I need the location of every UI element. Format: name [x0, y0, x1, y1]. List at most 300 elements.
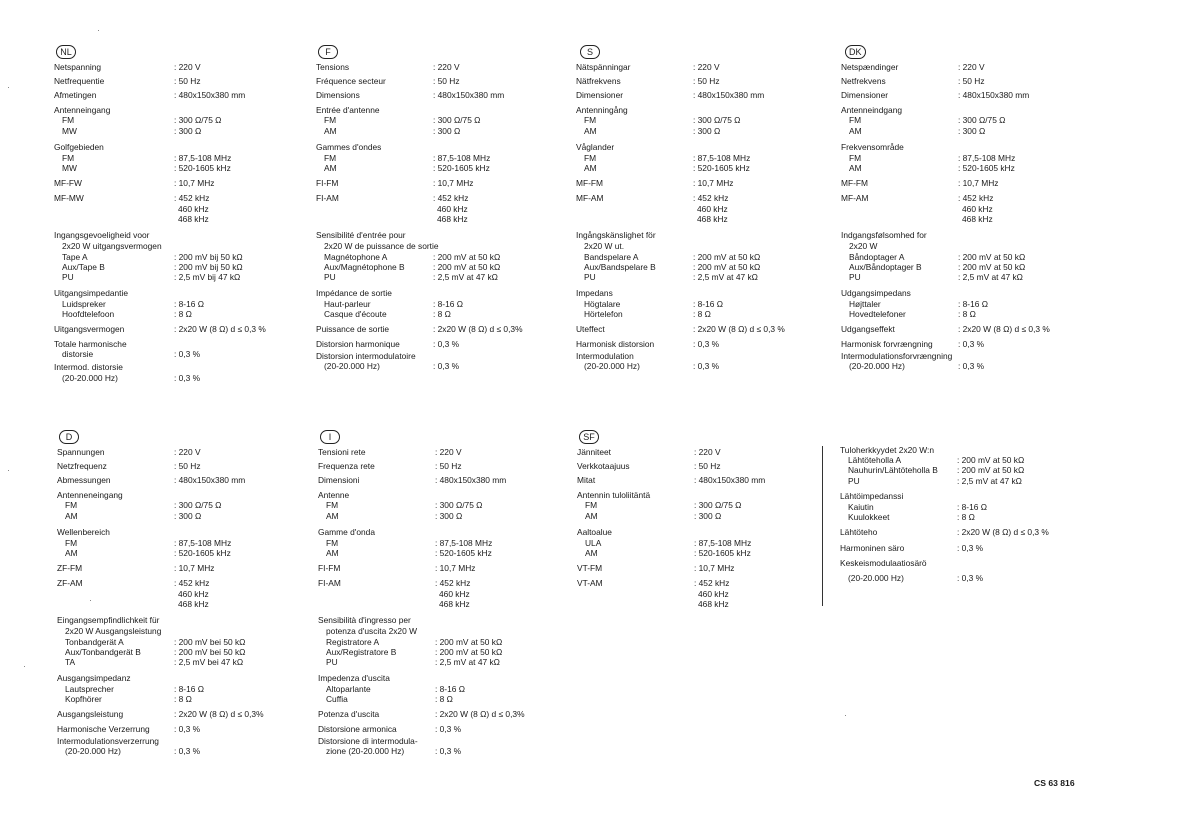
- spec-row: [57, 695, 307, 706]
- spec-value: : 2,5 mV at 47 kΩ: [433, 272, 498, 282]
- spec-label: MF-MW: [54, 193, 84, 203]
- spec-row: [57, 476, 307, 487]
- spec-label: Casque d'écoute: [324, 309, 387, 319]
- scan-speck: [845, 715, 846, 716]
- spec-value: : 520-1605 kHz: [435, 548, 492, 558]
- spec-label: VT-FM: [577, 563, 603, 573]
- spec-row: [841, 127, 1091, 138]
- section-dk: [841, 45, 1091, 390]
- spec-label: Altoparlante: [326, 684, 371, 694]
- spec-label: AM: [849, 126, 862, 136]
- spec-value: : 220 V: [174, 447, 201, 457]
- spec-label: FI-AM: [316, 193, 339, 203]
- spec-label: Uteffect: [576, 324, 605, 334]
- spec-row: [576, 325, 826, 336]
- spec-value: : 0,3 %: [693, 339, 720, 349]
- spec-value: : 8-16 Ω: [433, 299, 464, 309]
- spec-value: 460 kHz: [698, 589, 729, 599]
- spec-row: [841, 77, 1091, 88]
- spec-label: AM: [584, 126, 597, 136]
- spec-value: : 2,5 mV at 47 kΩ: [958, 272, 1023, 282]
- spec-row: [54, 374, 304, 385]
- spec-value: : 87,5-108 MHz: [694, 538, 752, 548]
- spec-label: Afmetingen: [54, 90, 97, 100]
- spec-value: : 300 Ω/75 Ω: [435, 500, 483, 510]
- spec-value: : 520-1605 kHz: [174, 548, 231, 558]
- spec-value: : 50 Hz: [958, 76, 985, 86]
- spec-label: Entrée d'antenne: [316, 105, 380, 115]
- section-nl: [54, 45, 304, 390]
- spec-label: Netfrekvens: [841, 76, 886, 86]
- spec-label: (20-20.000 Hz): [65, 746, 121, 756]
- spec-value: : 200 mV at 50 kΩ: [957, 455, 1025, 465]
- spec-value: : 220 V: [435, 447, 462, 457]
- spec-label: Lähtöteholla A: [848, 455, 902, 465]
- spec-label: Harmonisk forvrængning: [841, 339, 933, 349]
- spec-label: 2x20 W uitgangsvermogen: [62, 241, 162, 251]
- spec-row: [318, 747, 568, 758]
- spec-label: Distorsione armonica: [318, 724, 397, 734]
- spec-row: [576, 179, 826, 190]
- spec-row: [57, 658, 307, 669]
- spec-value: : 8 Ω: [433, 309, 451, 319]
- spec-value: : 220 V: [693, 62, 720, 72]
- spec-value: : 200 mV bei 50 kΩ: [174, 647, 246, 657]
- spec-row: [57, 747, 307, 758]
- spec-label: AM: [65, 511, 78, 521]
- spec-label: TA: [65, 657, 76, 667]
- spec-value: : 452 kHz: [694, 578, 730, 588]
- language-badge-nl: NL: [56, 45, 76, 59]
- spec-row: [576, 127, 826, 138]
- spec-value: : 0,3 %: [174, 349, 201, 359]
- spec-label: Abmessungen: [57, 475, 111, 485]
- spec-value: : 480x150x380 mm: [694, 475, 766, 485]
- spec-label: Fréquence secteur: [316, 76, 386, 86]
- spec-value: : 300 Ω: [433, 126, 461, 136]
- spec-row: [841, 231, 1091, 242]
- spec-value: 468 kHz: [697, 214, 728, 224]
- spec-label: MF-AM: [576, 193, 604, 203]
- spec-value: : 87,5-108 MHz: [174, 538, 232, 548]
- spec-value: : 200 mV at 50 kΩ: [693, 262, 761, 272]
- spec-label: PU: [326, 657, 338, 667]
- spec-label: Intermodulationsverzerrung: [57, 736, 159, 746]
- spec-label: Uitgangsvermogen: [54, 324, 125, 334]
- spec-label: MW: [62, 163, 77, 173]
- spec-label: FM: [849, 115, 862, 125]
- spec-label: Kaiutin: [848, 502, 874, 512]
- spec-label: FM: [584, 115, 597, 125]
- spec-value: : 200 mV at 50 kΩ: [435, 647, 503, 657]
- spec-value: : 300 Ω: [693, 126, 721, 136]
- spec-label: Netfrequentie: [54, 76, 105, 86]
- spec-row: [577, 476, 827, 487]
- spec-value: : 0,3 %: [435, 746, 462, 756]
- spec-label: Tuloherkkyydet 2x20 W:n: [840, 445, 935, 455]
- spec-row: [841, 215, 1091, 226]
- spec-label: AM: [585, 511, 598, 521]
- spec-value: : 8 Ω: [174, 309, 192, 319]
- spec-row: [577, 512, 827, 523]
- spec-row: [318, 476, 568, 487]
- spec-label: AM: [849, 163, 862, 173]
- spec-value: : 10,7 MHz: [435, 563, 476, 573]
- spec-label: Lautsprecher: [65, 684, 114, 694]
- spec-label: Uitgangsimpedantie: [54, 288, 129, 298]
- spec-value: : 520-1605 kHz: [174, 163, 231, 173]
- spec-value: : 220 V: [694, 447, 721, 457]
- spec-value: : 200 mV at 50 kΩ: [433, 262, 501, 272]
- spec-value: : 8 Ω: [957, 512, 975, 522]
- spec-row: [316, 362, 566, 373]
- spec-label: FM: [62, 153, 75, 163]
- spec-row: [54, 63, 304, 74]
- spec-label: Verkkotaajuus: [577, 461, 630, 471]
- spec-row: [318, 448, 568, 459]
- spec-row: [841, 362, 1091, 373]
- spec-label: FM: [324, 115, 337, 125]
- spec-label: Sensibilité d'entrée pour: [316, 230, 406, 240]
- spec-value: : 10,7 MHz: [958, 178, 999, 188]
- spec-label: Ausgangsleistung: [57, 709, 124, 719]
- spec-label: PU: [62, 272, 74, 282]
- spec-label: ULA: [585, 538, 602, 548]
- spec-label: FM: [62, 115, 75, 125]
- spec-value: : 452 kHz: [174, 193, 210, 203]
- spec-value: : 2x20 W (8 Ω) d ≤ 0,3 %: [174, 324, 266, 334]
- spec-value: : 2,5 mV at 47 kΩ: [957, 476, 1022, 486]
- spec-value: : 2,5 mV at 47 kΩ: [435, 657, 500, 667]
- spec-label: Intermod. distorsie: [54, 362, 123, 372]
- spec-value: : 50 Hz: [433, 76, 460, 86]
- spec-value: : 520-1605 kHz: [693, 163, 750, 173]
- spec-row: [57, 512, 307, 523]
- spec-value: : 2,5 mV bei 47 kΩ: [174, 657, 244, 667]
- spec-row: [54, 179, 304, 190]
- section-i: [318, 430, 568, 770]
- spec-row: [57, 462, 307, 473]
- spec-label: Ausgangsimpedanz: [57, 673, 131, 683]
- spec-label: Nätfrekvens: [576, 76, 621, 86]
- spec-label: Impédance de sortie: [316, 288, 392, 298]
- spec-value: : 87,5-108 MHz: [435, 538, 493, 548]
- spec-label: Lähtöteho: [840, 527, 878, 537]
- spec-value: : 200 mV bij 50 kΩ: [174, 252, 243, 262]
- spec-label: FM: [65, 500, 78, 510]
- spec-value: : 0,3 %: [693, 361, 720, 371]
- spec-value: : 452 kHz: [958, 193, 994, 203]
- spec-row: [57, 564, 307, 575]
- spec-label: Golfgebieden: [54, 142, 104, 152]
- spec-row: [577, 600, 827, 611]
- spec-label: Hoofdtelefoon: [62, 309, 115, 319]
- spec-label: PU: [848, 476, 860, 486]
- spec-label: Kopfhörer: [65, 694, 102, 704]
- spec-label: Antenningång: [576, 105, 628, 115]
- spec-label: Tensioni rete: [318, 447, 366, 457]
- spec-label: Haut-parleur: [324, 299, 371, 309]
- spec-label: AM: [65, 548, 78, 558]
- spec-value: 468 kHz: [962, 214, 993, 224]
- section-f: [316, 45, 566, 390]
- spec-row: [54, 215, 304, 226]
- spec-value: : 200 mV bij 50 kΩ: [174, 262, 243, 272]
- spec-value: : 452 kHz: [693, 193, 729, 203]
- language-badge-dk: DK: [845, 45, 866, 59]
- scan-speck: [98, 30, 99, 31]
- spec-row: [577, 564, 827, 575]
- scan-speck: [24, 666, 25, 667]
- spec-value: : 2x20 W (8 Ω) d ≤ 0,3%: [174, 709, 264, 719]
- spec-value: : 0,3 %: [957, 543, 984, 553]
- spec-value: : 200 mV at 50 kΩ: [958, 252, 1026, 262]
- spec-label: 2x20 W de puissance de sortie: [324, 241, 439, 251]
- spec-row: [841, 164, 1091, 175]
- spec-row: [316, 127, 566, 138]
- spec-label: Udgangsimpedans: [841, 288, 911, 298]
- spec-row: [57, 448, 307, 459]
- spec-value: : 8-16 Ω: [693, 299, 724, 309]
- spec-value: : 480x150x380 mm: [958, 90, 1030, 100]
- spec-value: : 8 Ω: [958, 309, 976, 319]
- spec-value: : 8-16 Ω: [174, 299, 205, 309]
- spec-label: ZF-FM: [57, 563, 83, 573]
- spec-row: [576, 273, 826, 284]
- spec-label: FM: [585, 500, 598, 510]
- spec-row: [841, 91, 1091, 102]
- spec-value: : 480x150x380 mm: [435, 475, 507, 485]
- spec-value: : 200 mV at 50 kΩ: [957, 465, 1025, 475]
- spec-label: Distorsion intermodulatoire: [316, 351, 416, 361]
- scan-speck: [8, 470, 9, 471]
- spec-value: 460 kHz: [178, 589, 209, 599]
- spec-label: AM: [326, 548, 339, 558]
- spec-row: [57, 600, 307, 611]
- spec-row: [841, 310, 1091, 321]
- spec-row: [54, 164, 304, 175]
- spec-label: FM: [326, 500, 339, 510]
- spec-value: : 200 mV at 50 kΩ: [693, 252, 761, 262]
- spec-label: Frequenza rete: [318, 461, 375, 471]
- spec-row: [840, 544, 1090, 555]
- spec-value: : 300 Ω: [174, 511, 202, 521]
- spec-row: [316, 215, 566, 226]
- spec-value: : 50 Hz: [174, 461, 201, 471]
- spec-label: Wellenbereich: [57, 527, 110, 537]
- spec-label: FM: [584, 153, 597, 163]
- spec-label: FI-AM: [318, 578, 341, 588]
- spec-label: Eingangsempfindlichkeit für: [57, 615, 160, 625]
- spec-value: : 50 Hz: [693, 76, 720, 86]
- spec-row: [318, 725, 568, 736]
- spec-row: [316, 63, 566, 74]
- spec-label: zione (20-20.000 Hz): [326, 746, 405, 756]
- spec-value: : 452 kHz: [435, 578, 471, 588]
- spec-value: : 520-1605 kHz: [958, 163, 1015, 173]
- spec-value: : 2x20 W (8 Ω) d ≤ 0,3 %: [693, 324, 785, 334]
- spec-label: Kuulokkeet: [848, 512, 890, 522]
- spec-value: : 300 Ω/75 Ω: [433, 115, 481, 125]
- spec-value: : 2x20 W (8 Ω) d ≤ 0,3%: [433, 324, 523, 334]
- spec-value: : 520-1605 kHz: [694, 548, 751, 558]
- spec-value: : 300 Ω: [958, 126, 986, 136]
- spec-value: : 0,3 %: [958, 339, 985, 349]
- spec-label: Dimensioner: [576, 90, 624, 100]
- spec-row: [316, 91, 566, 102]
- spec-row: [54, 91, 304, 102]
- spec-value: : 2x20 W (8 Ω) d ≤ 0,3 %: [957, 527, 1049, 537]
- spec-row: [57, 710, 307, 721]
- spec-label: 2x20 W ut.: [584, 241, 625, 251]
- spec-label: Båndoptager A: [849, 252, 905, 262]
- spec-label: Hörtelefon: [584, 309, 623, 319]
- spec-label: 2x20 W: [849, 241, 878, 251]
- spec-label: FI-FM: [316, 178, 339, 188]
- spec-row: [576, 91, 826, 102]
- spec-value: : 2x20 W (8 Ω) d ≤ 0,3 %: [958, 324, 1050, 334]
- spec-value: : 10,7 MHz: [433, 178, 474, 188]
- spec-label: AM: [324, 126, 337, 136]
- spec-row: [57, 725, 307, 736]
- spec-label: Antenneneingang: [57, 490, 123, 500]
- spec-value: 460 kHz: [962, 204, 993, 214]
- spec-value: : 50 Hz: [435, 461, 462, 471]
- spec-label: Distorsion harmonique: [316, 339, 400, 349]
- spec-value: : 8-16 Ω: [174, 684, 205, 694]
- spec-label: (20-20.000 Hz): [324, 361, 380, 371]
- spec-label: Högtalare: [584, 299, 621, 309]
- spec-label: Indgangsfølsomhed for: [841, 230, 927, 240]
- spec-label: MF-AM: [841, 193, 869, 203]
- spec-row: [318, 512, 568, 523]
- spec-label: Jänniteet: [577, 447, 611, 457]
- spec-row: [54, 273, 304, 284]
- spec-row: [54, 77, 304, 88]
- spec-row: [57, 549, 307, 560]
- spec-value: : 10,7 MHz: [174, 178, 215, 188]
- spec-row: [54, 325, 304, 336]
- spec-value: 468 kHz: [439, 599, 470, 609]
- spec-label: Sensibilità d'ingresso per: [318, 615, 411, 625]
- spec-label: Udgangseffekt: [841, 324, 895, 334]
- spec-label: ZF-AM: [57, 578, 83, 588]
- spec-value: : 220 V: [958, 62, 985, 72]
- spec-label: FI-FM: [318, 563, 341, 573]
- language-badge-sf: SF: [579, 430, 599, 444]
- spec-label: (20-20.000 Hz): [584, 361, 640, 371]
- spec-value: : 2,5 mV bij 47 kΩ: [174, 272, 241, 282]
- spec-label: Netspanning: [54, 62, 102, 72]
- spec-row: [576, 310, 826, 321]
- spec-label: Gammes d'ondes: [316, 142, 382, 152]
- spec-value: : 200 mV at 50 kΩ: [435, 637, 503, 647]
- spec-row: [316, 273, 566, 284]
- spec-row: [54, 350, 304, 361]
- spec-value: : 0,3 %: [958, 361, 985, 371]
- spec-label: Netzfrequenz: [57, 461, 107, 471]
- spec-label: FM: [849, 153, 862, 163]
- spec-row: [577, 549, 827, 560]
- spec-value: : 0,3 %: [174, 373, 201, 383]
- spec-value: : 8 Ω: [435, 694, 453, 704]
- spec-value: : 50 Hz: [694, 461, 721, 471]
- spec-row: [576, 340, 826, 351]
- spec-label: Aux/Bandspelare B: [584, 262, 656, 272]
- spec-label: PU: [849, 272, 861, 282]
- spec-value: : 200 mV bei 50 kΩ: [174, 637, 246, 647]
- spec-label: AM: [584, 163, 597, 173]
- spec-value: : 300 Ω: [174, 126, 202, 136]
- column-divider-line: [822, 446, 823, 606]
- spec-label: Potenza d'uscita: [318, 709, 380, 719]
- spec-value: : 2,5 mV at 47 kΩ: [693, 272, 758, 282]
- spec-row: [316, 325, 566, 336]
- spec-value: : 220 V: [433, 62, 460, 72]
- spec-label: Intermodulationsforvrængning: [841, 351, 953, 361]
- spec-value: 460 kHz: [178, 204, 209, 214]
- spec-label: Aux/Tonbandgerät B: [65, 647, 141, 657]
- spec-value: : 300 Ω/75 Ω: [693, 115, 741, 125]
- spec-label: Tape A: [62, 252, 88, 262]
- spec-row: [841, 179, 1091, 190]
- document-code: CS 63 816: [1034, 778, 1075, 788]
- spec-value: 468 kHz: [178, 599, 209, 609]
- spec-label: Tonbandgerät A: [65, 637, 124, 647]
- spec-value: : 300 Ω/75 Ω: [174, 500, 222, 510]
- spec-label: MW: [62, 126, 77, 136]
- spec-label: Harmoninen säro: [840, 543, 905, 553]
- spec-row: [318, 462, 568, 473]
- spec-value: : 220 V: [174, 62, 201, 72]
- spec-label: Antenneindgang: [841, 105, 903, 115]
- spec-label: Totale harmonische: [54, 339, 127, 349]
- spec-label: Puissance de sortie: [316, 324, 390, 334]
- spec-label: Aux/Båndoptager B: [849, 262, 922, 272]
- spec-label: Impedenza d'uscita: [318, 673, 390, 683]
- spec-value: : 0,3 %: [174, 746, 201, 756]
- spec-label: MF-FM: [841, 178, 868, 188]
- spec-value: : 480x150x380 mm: [174, 475, 246, 485]
- spec-label: Ingångskänslighet för: [576, 230, 656, 240]
- spec-row: [840, 574, 1090, 585]
- spec-value: : 8-16 Ω: [435, 684, 466, 694]
- spec-value: : 480x150x380 mm: [174, 90, 246, 100]
- spec-label: MF-FM: [576, 178, 603, 188]
- section-sf: [577, 430, 827, 630]
- spec-label: Netspændinger: [841, 62, 899, 72]
- spec-label: Ingangsgevoeligheid voor: [54, 230, 150, 240]
- spec-label: Aaltoalue: [577, 527, 612, 537]
- spec-row: [318, 564, 568, 575]
- spec-label: Intermodulation: [576, 351, 634, 361]
- spec-value: : 300 Ω/75 Ω: [174, 115, 222, 125]
- spec-value: : 480x150x380 mm: [693, 90, 765, 100]
- spec-value: : 8 Ω: [174, 694, 192, 704]
- spec-row: [840, 513, 1090, 524]
- spec-label: Aux/Magnétophone B: [324, 262, 405, 272]
- spec-label: (20-20.000 Hz): [848, 573, 904, 583]
- spec-value: : 200 mV at 50 kΩ: [958, 262, 1026, 272]
- spec-row: [54, 127, 304, 138]
- spec-label: PU: [324, 272, 336, 282]
- spec-label: Magnétophone A: [324, 252, 388, 262]
- spec-row: [316, 77, 566, 88]
- spec-row: [316, 310, 566, 321]
- spec-label: FM: [326, 538, 339, 548]
- spec-row: [841, 273, 1091, 284]
- spec-label: Luidspreker: [62, 299, 106, 309]
